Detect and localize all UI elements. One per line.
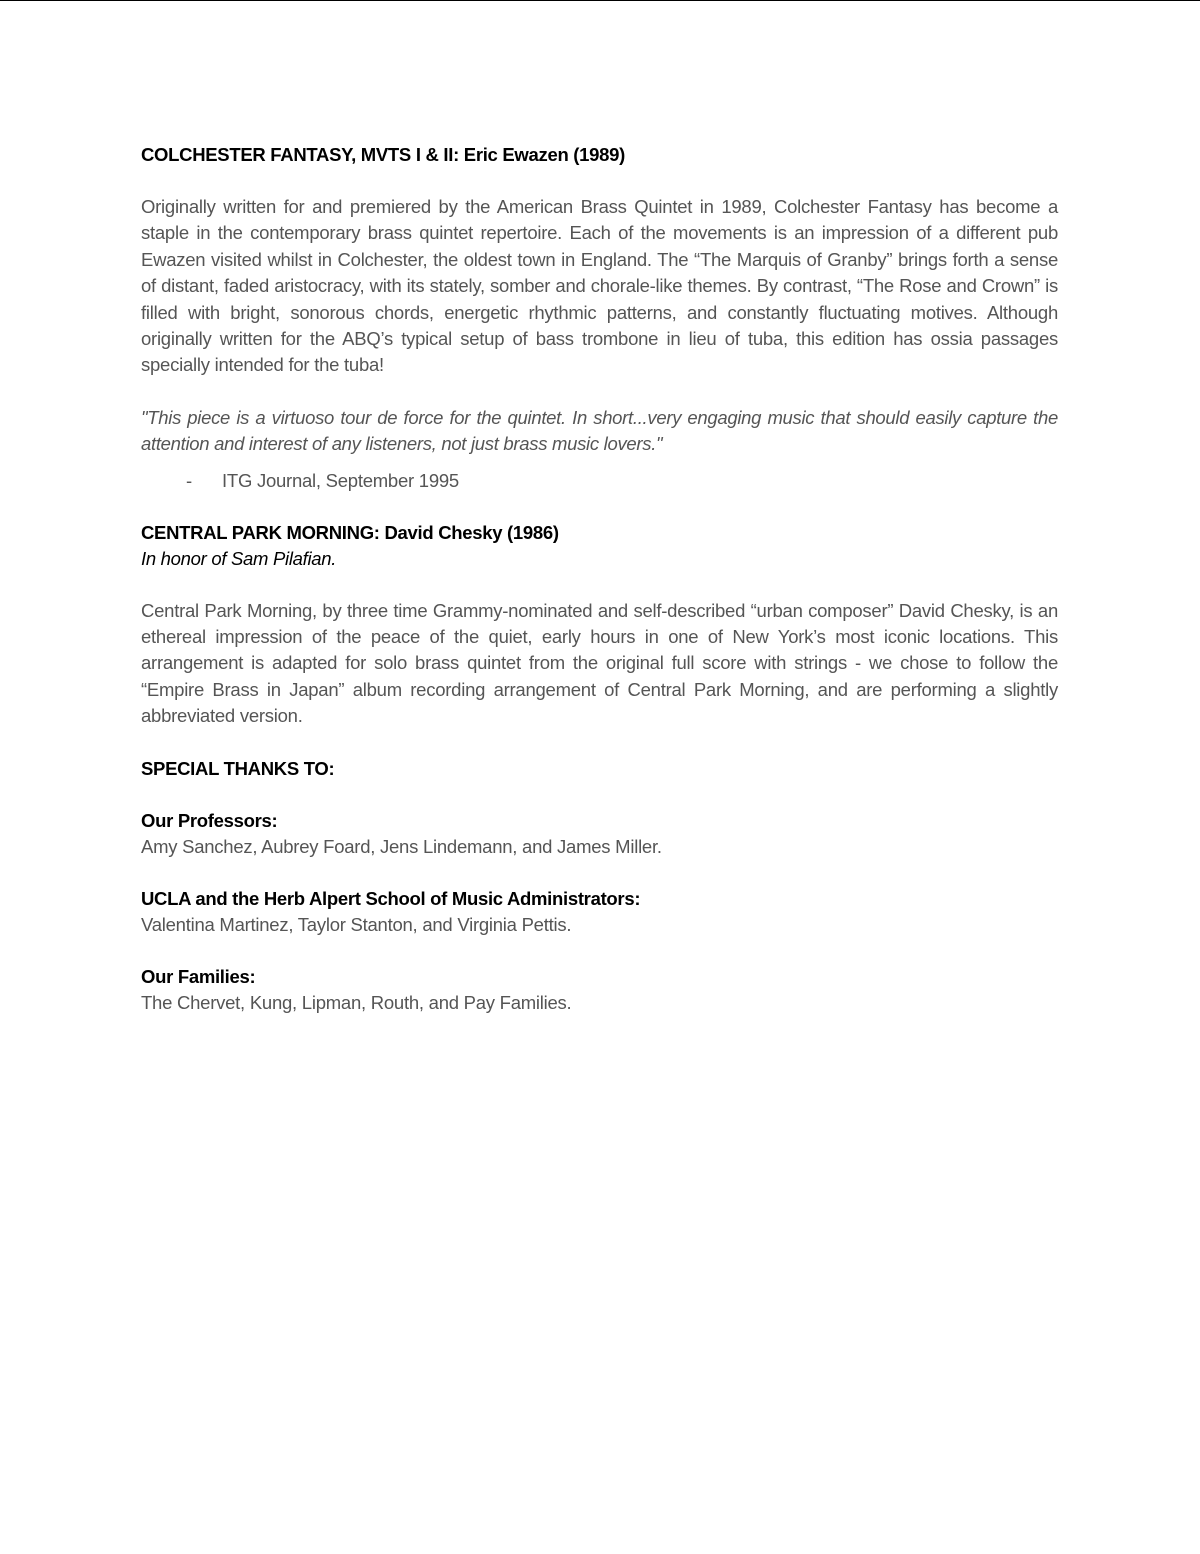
thanks-group-names: Valentina Martinez, Taylor Stanton, and Virginia Pettis.	[141, 913, 572, 935]
top-border-line	[0, 0, 1200, 1]
colchester-section	[141, 142, 1058, 494]
colchester-review-quote: "This piece is a virtuoso tour de force for the quintet. In short...very engaging music that should easily capture the attention and interest of any listeners, not just brass music lovers."	[141, 406, 1058, 455]
attribution-source: ITG Journal, September 1995	[222, 469, 459, 491]
special-thanks-heading: SPECIAL THANKS TO:	[141, 757, 335, 779]
thanks-group-title: Our Families:	[141, 965, 256, 987]
colchester-description: Originally written for and premiered by the American Brass Quintet in 1989, Colchester Fantasy has become a staple in the contemporary brass quintet repertoire. Each of the movements is an impression of a different pub Ewazen visited whilst in Colchester, the oldest town in England. The “The Marquis of Granby” brings forth a sense of distant, faded aristocracy, with its stately, somber and chorale-like themes. By contrast, “The Rose and Crown” is filled with bright, sonorous chords, energetic rhythmic patterns, and constantly fluctuating motives. Although originally written for the ABQ’s typical setup of bass trombone in lieu of tuba, this edition has ossia passages specially intended for the tuba!	[141, 196, 1058, 376]
thanks-group-professors	[141, 808, 1058, 860]
attribution-dash: -	[186, 469, 192, 491]
thanks-group-administrators	[141, 886, 1058, 938]
quote-attribution	[141, 468, 1058, 494]
central-park-section	[141, 520, 1058, 730]
central-park-dedication: In honor of Sam Pilafian.	[141, 547, 337, 569]
colchester-heading: COLCHESTER FANTASY, MVTS I & II: Eric Ewazen (1989)	[141, 144, 625, 165]
thanks-group-title: Our Professors:	[141, 809, 278, 831]
central-park-heading: CENTRAL PARK MORNING: David Chesky (1986)	[141, 521, 559, 543]
special-thanks-section	[141, 756, 1058, 1016]
thanks-group-names: The Chervet, Kung, Lipman, Routh, and Pay Families.	[141, 991, 572, 1013]
thanks-group-title: UCLA and the Herb Alpert School of Music Administrators:	[141, 887, 641, 909]
thanks-group-families	[141, 964, 1058, 1016]
central-park-description: Central Park Morning, by three time Grammy-nominated and self-described “urban composer” David Chesky, is an ethereal impression of the peace of the quiet, early hours in one of New York’s most iconic locations. This arrangement is adapted for solo brass quintet from the original full score with strings - we chose to follow the “Empire Brass in Japan” album recording arrangement of Central Park Morning, and are performing a slightly abbreviated version.	[141, 599, 1058, 727]
program-notes-page	[141, 142, 1058, 1016]
thanks-group-names: Amy Sanchez, Aubrey Foard, Jens Lindemann, and James Miller.	[141, 835, 662, 857]
